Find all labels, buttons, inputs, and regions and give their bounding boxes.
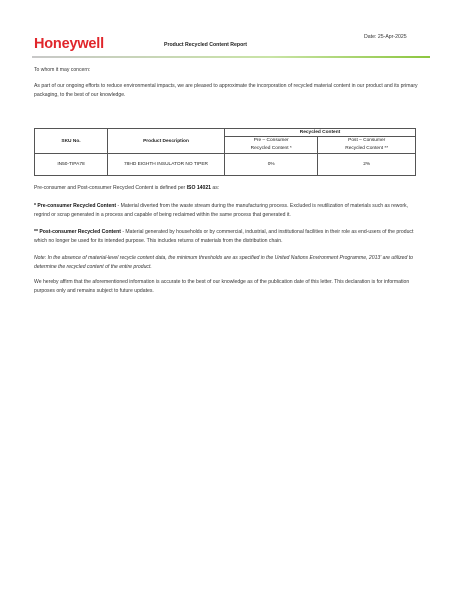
header-post-consumer-line2: Recycled Content ** <box>345 146 389 151</box>
header-product-description: Product Description <box>108 129 225 154</box>
definition-intro <box>34 184 418 193</box>
pre-consumer-definition <box>34 202 418 219</box>
note-paragraph <box>34 254 418 271</box>
post-consumer-label: ** Post-consumer Recycled Content <box>34 229 121 235</box>
definition-suffix: as: <box>212 185 220 191</box>
header-recycled-content: Recycled Content <box>225 129 416 137</box>
affirmation-paragraph: We hereby affirm that the aforementioned information is accurate to the best of our knowledge as of the publication date of this letter. This declaration is for information purposes only and remains subject to future updates. <box>34 279 410 294</box>
post-consumer-text: - Material generated by households or by commercial, industrial, and institutional facilities in their role as end-users of the product which no longer be used for its intended purpose. This includes returns of materials from the distribution chain. <box>34 229 414 244</box>
post-consumer-definition <box>34 228 418 245</box>
header-post-consumer <box>318 137 416 154</box>
cell-sku: IN50-TIPA78 <box>35 154 108 176</box>
header-pre-consumer <box>225 137 318 154</box>
note-text: Note: In the absence of material-level recycle content data, the minimum thresholds are as specified in the United Nations Environment Programme, 2013' are utilized to determine the recycled content of the entire product. <box>34 255 413 270</box>
pre-consumer-label: * Pre-consumer Recycled Content <box>34 203 117 209</box>
salutation: To whom it may concern: <box>34 67 91 73</box>
header-sku: SKU No. <box>35 129 108 154</box>
cell-description: 78HD EIGHTH INSULATOR NO TIPER <box>108 154 225 176</box>
definition-intro-text: Pre-consumer and Post-consumer Recycled Content is defined per <box>34 185 186 191</box>
intro-paragraph: As part of our ongoing efforts to reduce environmental impacts, we are pleased to approximate the incorporation of recycled material content in our product and its primary packaging, to the best of our knowledge. <box>34 83 418 98</box>
pre-consumer-text: - Material diverted from the waste stream during the manufacturing process. Excluded is reutilization of materials such as rework, regrind or scrap generated in a process and capable of being reclaimed within the same process that generated it. <box>34 203 408 218</box>
table-row <box>35 154 416 176</box>
honeywell-logo: Honeywell <box>34 36 104 52</box>
recycled-content-table <box>34 128 416 176</box>
report-title: Product Recycled Content Report <box>164 42 248 48</box>
definition-standard: ISO 14021 <box>186 185 211 191</box>
header-post-consumer-line1: Post – Consumer <box>348 138 386 143</box>
header-pre-consumer-line2: Recycled Content * <box>250 146 292 151</box>
report-date: Date: 25-Apr-2025 <box>364 34 407 40</box>
header-pre-consumer-line1: Pre – Consumer <box>253 138 289 143</box>
cell-post-consumer: 2% <box>318 154 416 176</box>
header-divider <box>32 56 430 58</box>
cell-pre-consumer: 0% <box>225 154 318 176</box>
